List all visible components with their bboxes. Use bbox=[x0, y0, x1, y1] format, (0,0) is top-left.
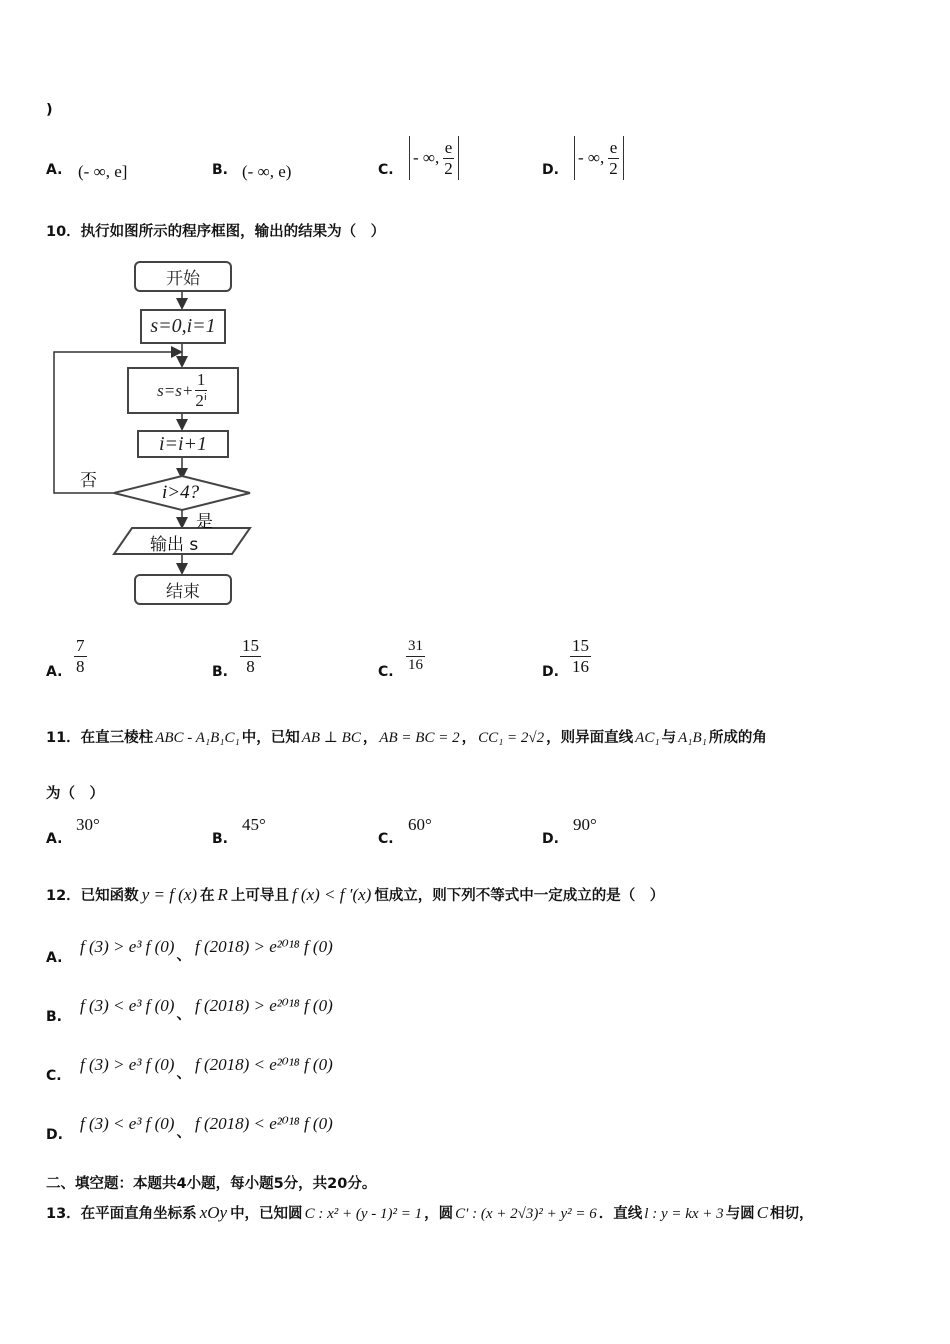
flow-no-label: 否 bbox=[80, 471, 97, 491]
q12-p3: 上可导且 bbox=[230, 888, 289, 904]
q11-eq: AB = BC = 2 bbox=[379, 730, 460, 746]
q11-option-a-val: 30° bbox=[76, 815, 100, 834]
q10-option-c-label: C. bbox=[378, 664, 394, 680]
flow-update-i: i=i+1 bbox=[137, 430, 229, 458]
q11-stem bbox=[46, 726, 767, 747]
flow-init: s=0,i=1 bbox=[140, 309, 226, 344]
q13-p4: ．直线 bbox=[598, 1206, 643, 1222]
q11-p2: 中，已知 bbox=[241, 730, 300, 746]
q10-option-c-den: 16 bbox=[408, 656, 423, 673]
q12-option-c-e2: f (2018) < e²⁰¹⁸ f (0) bbox=[194, 1055, 333, 1074]
q13-c2: C′ : (x + 2√3)² + y² = 6 bbox=[455, 1206, 597, 1222]
q10-option-b-frac bbox=[240, 637, 261, 676]
q12-p1: 12．已知函数 bbox=[46, 888, 139, 904]
q12-option-c bbox=[80, 1054, 333, 1082]
q12-option-c-sep: 、 bbox=[176, 1066, 191, 1082]
q11-perp: AB ⊥ BC bbox=[301, 730, 361, 746]
q9-option-c-num: e bbox=[444, 137, 453, 157]
q12-option-a-e2: f (2018) > e²⁰¹⁸ f (0) bbox=[194, 937, 333, 956]
q10-option-c-num: 31 bbox=[406, 639, 425, 657]
q9-option-c-den: 2 bbox=[444, 158, 453, 178]
q10-option-d-label: D. bbox=[542, 664, 559, 680]
q13-line: l : y = kx + 3 bbox=[644, 1206, 724, 1222]
q13-p6: 相切， bbox=[770, 1206, 814, 1222]
q11-p8: 为（ ） bbox=[46, 786, 104, 802]
q12-R: R bbox=[217, 885, 228, 904]
q9-option-a-expr: (- ∞, e] bbox=[78, 162, 128, 181]
q13-p5: 与圆 bbox=[725, 1206, 755, 1222]
flow-update-s bbox=[127, 367, 239, 414]
q11-ac1: AC₁ bbox=[635, 730, 660, 746]
q12-option-b-label: B. bbox=[46, 1009, 62, 1025]
q12-option-a-label: A. bbox=[46, 950, 63, 966]
q13-p1: 13．在平面直角坐标系 bbox=[46, 1206, 197, 1222]
q11-option-c-val: 60° bbox=[408, 815, 432, 834]
q10-option-d-frac bbox=[570, 637, 591, 676]
q11-option-d-label: D. bbox=[542, 831, 559, 847]
flow-update-s-left: s=s+ bbox=[157, 380, 194, 400]
q10-option-b-den: 8 bbox=[246, 656, 255, 676]
q11-option-d-val: 90° bbox=[573, 815, 597, 834]
q12-option-a-e1: f (3) > e³ f (0) bbox=[80, 937, 175, 956]
q11-p5: ，则异面直线 bbox=[546, 730, 634, 746]
q12-option-c-e1: f (3) > e³ f (0) bbox=[80, 1055, 175, 1074]
flow-condition: i>4? bbox=[162, 482, 200, 503]
q12-option-d-e2: f (2018) < e²⁰¹⁸ f (0) bbox=[194, 1114, 333, 1133]
q9-option-d-left: - ∞, bbox=[578, 148, 605, 167]
q11-p3: ， bbox=[362, 730, 378, 746]
q10-option-d-num: 15 bbox=[572, 636, 589, 655]
q12-option-b bbox=[80, 995, 333, 1023]
q11-option-a-label: A. bbox=[46, 831, 63, 847]
q12-stem bbox=[46, 884, 664, 905]
q12-p4: 恒成立，则下列不等式中一定成立的是（ ） bbox=[374, 888, 665, 904]
q10-option-a-num: 7 bbox=[76, 636, 85, 655]
q12-option-b-e1: f (3) < e³ f (0) bbox=[80, 996, 175, 1015]
q11-cc1: CC₁ = 2√2 bbox=[478, 730, 545, 746]
q9-option-a-label: A. bbox=[46, 162, 63, 178]
q12-option-b-sep: 、 bbox=[176, 1007, 191, 1023]
q12-fx: y = f (x) bbox=[141, 885, 198, 904]
q12-option-d-label: D. bbox=[46, 1127, 63, 1143]
flow-update-s-den: 2ⁱ bbox=[195, 391, 207, 410]
q13-stem bbox=[46, 1202, 814, 1223]
flow-end: 结束 bbox=[134, 574, 232, 605]
q9-option-d-den: 2 bbox=[609, 158, 618, 178]
q11-p4: ， bbox=[461, 730, 477, 746]
q12-option-d-sep: 、 bbox=[176, 1125, 191, 1141]
q10-option-b-num: 15 bbox=[242, 636, 259, 655]
q12-p2: 在 bbox=[200, 888, 215, 904]
q10-option-a-den: 8 bbox=[76, 656, 85, 676]
q9-option-b-label: B. bbox=[212, 162, 228, 178]
q9-option-c-left: - ∞, bbox=[413, 148, 440, 167]
q9-option-d-label: D. bbox=[542, 162, 559, 178]
q11-a1b1: A₁B₁ bbox=[678, 730, 707, 746]
q10-option-d-den: 16 bbox=[572, 656, 589, 676]
q11-option-b-val: 45° bbox=[242, 815, 266, 834]
q10-option-a-frac bbox=[74, 637, 87, 676]
q11-option-c-label: C. bbox=[378, 831, 394, 847]
q11-option-b-label: B. bbox=[212, 831, 228, 847]
q12-option-d-e1: f (3) < e³ f (0) bbox=[80, 1114, 175, 1133]
q10-option-a-label: A. bbox=[46, 664, 63, 680]
flow-output: 输出 s bbox=[150, 535, 199, 555]
q13-p3: ，圆 bbox=[424, 1206, 454, 1222]
q13-xoy: xOy bbox=[199, 1203, 228, 1222]
q12-ineq: f (x) < f ′(x) bbox=[291, 885, 372, 904]
q11-p7: 所成的角 bbox=[708, 730, 767, 746]
q12-option-c-label: C. bbox=[46, 1068, 62, 1084]
q10-option-c-frac bbox=[406, 639, 425, 674]
flow-update-s-num: 1 bbox=[196, 370, 206, 390]
q10-stem: 10．执行如图所示的程序框图，输出的结果为（ ） bbox=[46, 224, 386, 240]
q13-c1: C : x² + (y - 1)² = 1 bbox=[304, 1206, 423, 1222]
q12-option-a-sep: 、 bbox=[176, 948, 191, 964]
flow-yes-label: 是 bbox=[196, 512, 213, 532]
q13-p2: 中，已知圆 bbox=[230, 1206, 303, 1222]
q12-option-b-e2: f (2018) > e²⁰¹⁸ f (0) bbox=[194, 996, 333, 1015]
flowchart bbox=[0, 0, 950, 620]
q9-option-d-num: e bbox=[609, 137, 618, 157]
q10-option-b-label: B. bbox=[212, 664, 228, 680]
q12-option-d bbox=[80, 1113, 333, 1141]
q13-C: C bbox=[756, 1203, 769, 1222]
q9-option-c-label: C. bbox=[378, 162, 394, 178]
section-2-heading: 二、填空题：本题共4小题，每小题5分，共20分。 bbox=[46, 1176, 377, 1192]
q11-prism: ABC - A₁B₁C₁ bbox=[155, 730, 240, 746]
flow-start: 开始 bbox=[134, 261, 232, 292]
q11-p6: 与 bbox=[661, 730, 677, 746]
q11-p1: 11．在直三棱柱 bbox=[46, 730, 154, 746]
q9-option-b-expr: (- ∞, e) bbox=[242, 162, 292, 181]
q12-option-a bbox=[80, 936, 333, 964]
q9-tail: ) bbox=[46, 102, 53, 118]
